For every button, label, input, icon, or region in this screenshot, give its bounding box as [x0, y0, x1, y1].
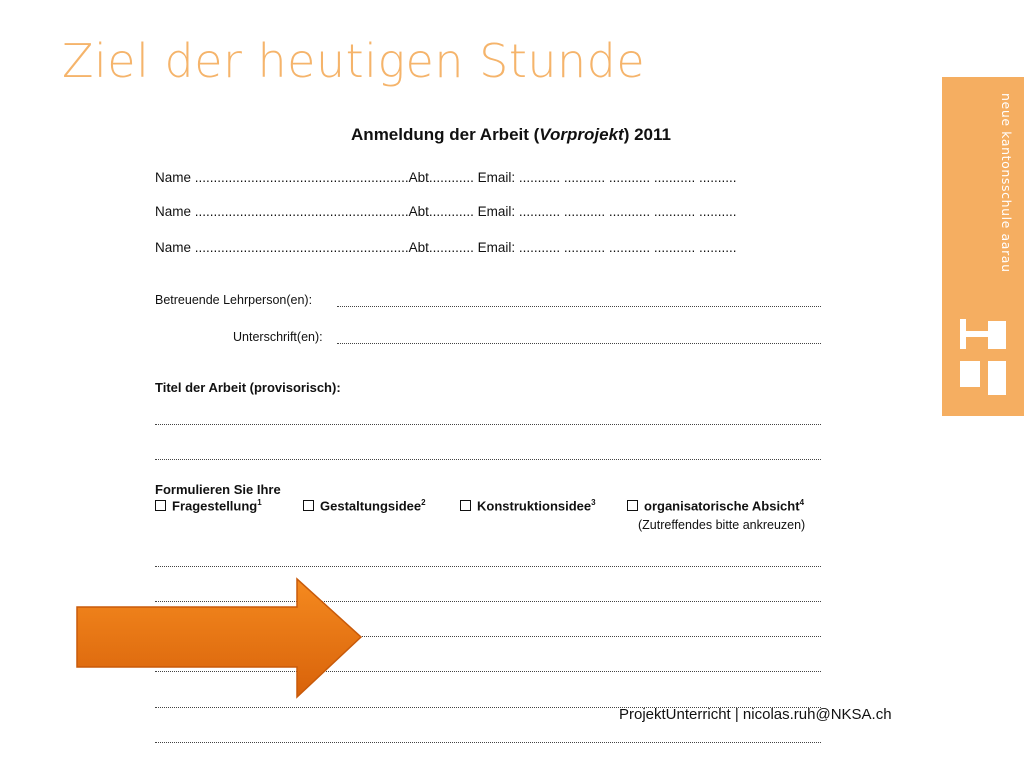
school-name: neue kantonsschule aarau — [999, 93, 1014, 273]
work-title-label: Titel der Arbeit (provisorisch): — [155, 380, 341, 395]
work-title-line[interactable] — [155, 459, 821, 460]
formulate-label: Formulieren Sie Ihre — [155, 482, 281, 497]
abt-field[interactable]: ............ — [428, 204, 474, 219]
email-label: Email: — [477, 204, 516, 219]
school-logo — [942, 77, 1024, 416]
option-label: Fragestellung — [172, 498, 258, 514]
signature-field[interactable] — [337, 343, 821, 344]
option-fragestellung[interactable] — [155, 498, 262, 513]
option-label: Gestaltungsidee — [320, 498, 422, 514]
option-label: organisatorische Absicht — [644, 498, 800, 514]
name-field[interactable]: ......................................................... — [194, 240, 409, 255]
footnote-marker: 3 — [591, 498, 596, 507]
abt-label: Abt — [408, 204, 429, 219]
option-organisatorische-absicht[interactable] — [627, 498, 804, 513]
school-logo-icon — [960, 319, 1008, 399]
selection-hint: (Zutreffendes bitte ankreuzen) — [638, 518, 806, 532]
slide-title: Ziel der heutigen Stunde — [62, 34, 646, 88]
checkbox-icon[interactable] — [303, 500, 314, 511]
name-field[interactable]: ......................................................... — [194, 170, 409, 185]
student-row — [155, 240, 736, 255]
footnote-marker: 2 — [421, 498, 426, 507]
email-label: Email: — [477, 240, 516, 255]
name-label: Name — [155, 204, 192, 219]
footnote-marker: 4 — [799, 498, 805, 507]
signature-label: Unterschrift(en): — [233, 330, 323, 344]
abt-field[interactable]: ............ — [428, 240, 474, 255]
option-label: Konstruktionsidee — [477, 498, 592, 514]
answer-line[interactable] — [155, 742, 821, 743]
name-label: Name — [155, 170, 192, 185]
name-field[interactable]: ......................................................... — [194, 204, 409, 219]
abt-label: Abt — [408, 240, 429, 255]
option-gestaltungsidee[interactable] — [303, 498, 426, 513]
footnote-marker: 1 — [257, 498, 262, 507]
student-row — [155, 204, 736, 219]
abt-field[interactable]: ............ — [428, 170, 474, 185]
checkbox-icon[interactable] — [460, 500, 471, 511]
slide-footer: ProjektUnterricht | nicolas.ruh@NKSA.ch — [619, 706, 892, 723]
name-label: Name — [155, 240, 192, 255]
form-title — [155, 125, 825, 145]
supervisor-label: Betreuende Lehrperson(en): — [155, 293, 313, 307]
email-field[interactable]: ........... ........... ........... ........... .......... — [518, 240, 737, 255]
form-title-italic: Vorprojekt — [539, 125, 624, 144]
work-title-line[interactable] — [155, 424, 821, 425]
form-title-year: ) 2011 — [623, 125, 671, 144]
option-konstruktionsidee[interactable] — [460, 498, 596, 513]
email-label: Email: — [477, 170, 516, 185]
checkbox-icon[interactable] — [627, 500, 638, 511]
abt-label: Abt — [408, 170, 429, 185]
student-row — [155, 170, 736, 185]
email-field[interactable]: ........... ........... ........... ........... .......... — [518, 204, 737, 219]
pointer-arrow-icon — [75, 577, 365, 701]
checkbox-icon[interactable] — [155, 500, 166, 511]
supervisor-field[interactable] — [337, 306, 821, 307]
answer-line[interactable] — [155, 566, 821, 567]
email-field[interactable]: ........... ........... ........... ........... .......... — [518, 170, 737, 185]
form-title-part: Anmeldung der Arbeit ( — [351, 125, 540, 144]
